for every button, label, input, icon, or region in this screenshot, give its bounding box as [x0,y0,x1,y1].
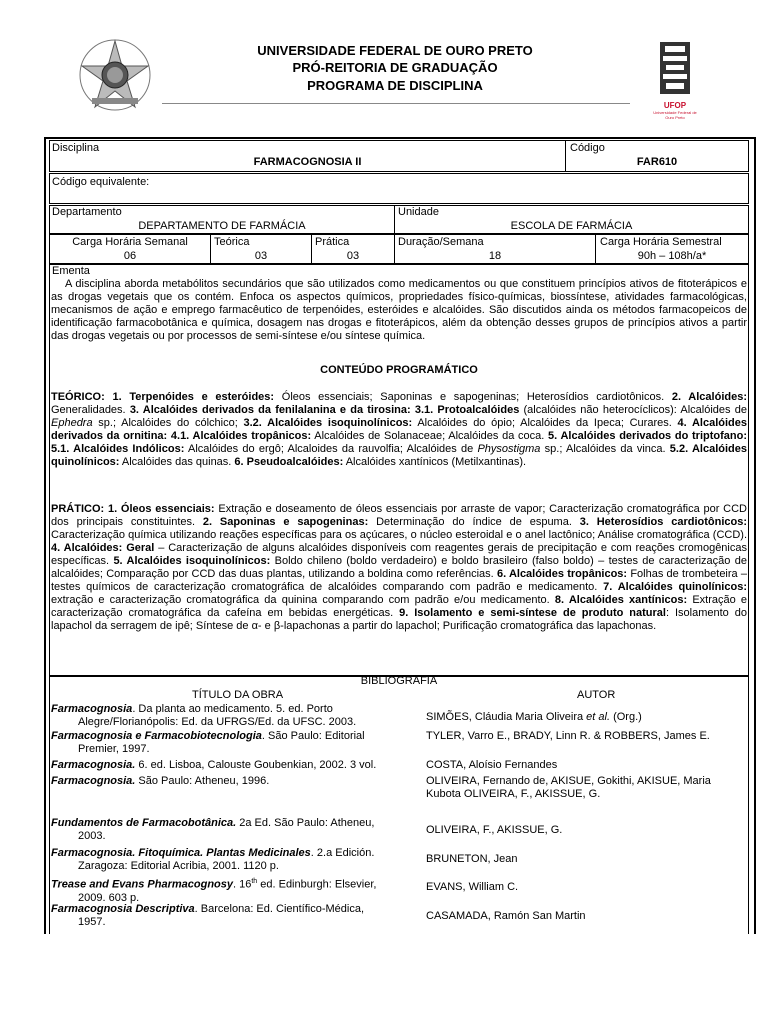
bibliography-title [51,759,423,772]
pratico-run: Determinação do índice de espuma. [368,516,580,528]
carga-semestral-label: Carga Horária Semestral [600,236,722,248]
carga-semestral-value: 90h – 108h/a* [637,250,707,262]
teorico-run: Alcalóides xantínicos (Metilxantinas). [343,456,527,468]
bibliography-author [426,711,746,724]
teorico-run: TEÓRICO: 1. Terpenóides e esteróides: [51,391,275,403]
teorico-run: Óleos essenciais; Saponinas e sapogeninas; Heterosídios cardiotônicos. [274,391,672,403]
teorico-run: sp.; Alcalóides da vinca. [540,443,670,455]
work-details-line2: Premier, 1997. [78,743,150,755]
author-name: EVANS, William C. [426,881,519,893]
work-title: Trease and Evans Pharmacognosy [51,878,233,891]
bibliography-title [51,903,423,929]
bibliography-author [426,824,746,837]
work-title: Farmacognosia. Fitoquímica. Plantas Medicinales [51,847,311,859]
codigo-value: FAR610 [636,156,678,168]
pratico-run: Boldo chileno (boldo verdadeiro) e boldo brasileiro (falso boldo) – testes de caracterização de alcalóides; Comparação por CCD das duas plantas, utilizando a boldina como referências. [51,555,747,580]
work-title: Farmacognosia. [51,759,136,771]
work-title: Farmacognosia e Farmacobiotecnologia [51,730,262,742]
col-autor-header: AUTOR [577,689,616,701]
author-name: OLIVEIRA, F., AKISSUE, G. [426,824,563,836]
ementa-label: Ementa [52,265,90,277]
pratico-run: PRÁTICO: 1. Óleos essenciais: [51,503,215,515]
author-name: COSTA, Aloísio Fernandes [426,759,558,771]
teorico-run: Alcalóides do ópio; Alcalóides da Ipeca; Curares. [412,417,678,429]
pratico-run: 2. Saponinas e sapogeninas: [202,516,369,528]
bibliography-author [426,775,746,801]
work-title: Farmacognosia. [51,775,136,787]
work-details: . São Paulo: Editorial [261,730,365,742]
work-details: . Da planta ao medicamento. 5. ed. Porto [132,703,333,715]
work-details-line2: 1957. [78,916,106,928]
pratico-section [51,503,747,633]
teorico-run: Generalidades. [51,404,130,416]
unidade-label: Unidade [398,206,439,218]
work-details-line2: Zaragoza: Editorial Acribia, 2001. 1120 p. [78,860,279,872]
teorico-run: sp.; Alcalóides do cólchico; [92,417,244,429]
bibliography-author [426,853,746,866]
pratico-run: 3. Heterosídios cardiotônicos: [579,516,747,528]
teorico-run: 2. Alcalóides: [671,391,747,403]
teorico-run: Physostigma [477,443,541,455]
work-details-cont: ed. Edinburgh: Elsevier, [257,878,377,891]
author-org: (Org.) [610,711,642,723]
work-details: 6. ed. Lisboa, Calouste Goubenkian, 2002. 3 vol. [135,759,377,771]
work-title: Farmacognosia Descriptiva [51,903,195,915]
ufop-logo [652,40,698,120]
university-name: UNIVERSIDADE FEDERAL DE OURO PRETO [257,43,533,58]
teorico-run: Ephedra [51,417,93,429]
pratico-run: 8. Alcalóides xantínicos: [554,594,688,606]
pratico-run: 9. Isolamento e semi-síntese de produto natural [399,607,666,619]
departamento-value: DEPARTAMENTO DE FARMÁCIA [138,220,306,232]
teorico-run: Alcalóides das quinas. [119,456,235,468]
document-title: PROGRAMA DE DISCIPLINA [307,78,483,93]
carga-semanal-value: 06 [123,250,137,262]
ementa-text: A disciplina aborda metabólitos secundários que são utilizados como medicamentos ou que constituem princípios ativos de fitoterápicos e as drogas vegetais que os contém. Enfoca os aspectos químicos, propriedades físico-químicas, biossíntese, atividades farmacológicas, mecanismos de ação e emprego farmacêutico de terpenóides, esteróides e alcalóides. São discutidos ainda os métodos farmacopeicos de identificação farmacobotânica e química, dosagem nas drogas e fitoterápicos, além da obtenção desses grupos de princípios ativos a partir das drogas vegetais ou por processos de semi-síntese e/ou síntese química. [51,278,747,342]
pratico-run: 6. Alcalóides tropânicos: [496,568,628,580]
teorico-run: 6. Pseudoalcalóides: [234,456,344,468]
teorico-run: (alcalóides não heterocíclicos): Alcalóides de [519,404,747,416]
duracao-label: Duração/Semana [398,236,484,248]
pratico-run: Folhas de trombeteira – testes químicos de caracterização cromatográfica de alcalóides comparando com padrão e medicamento. [51,568,747,593]
teorica-label: Teórica [214,236,250,248]
bibliography-title [51,875,423,905]
ufop-logo-subtext: Universidade Federal de Ouro Preto [653,110,697,120]
author-name: BRUNETON, Jean [426,853,518,865]
teorico-run: 5.2. Alcalóides quinolínicos: [51,443,747,468]
pratico-run: extração e caracterização cromatográfica da quinina comparando com padrão e/ou medicamento. [51,594,555,606]
bibliography-author [426,881,746,894]
pratico-run: 7. Alcalóides quinolínicos: [603,581,747,593]
codigo-equivalente-cell [49,173,749,204]
author-name: SIMÕES, Cláudia Maria Oliveira [426,711,587,723]
bibliography-author [426,759,746,772]
pratico-run: 5. Alcalóides isoquinolínicos: [113,555,271,567]
work-details: 2a Ed. São Paulo: Atheneu, [236,817,375,829]
work-details-line2: 2009. 603 p. [78,891,140,904]
pratica-label: Prática [315,236,350,248]
work-details: São Paulo: Atheneu, 1996. [135,775,270,787]
unidade-value: ESCOLA DE FARMÁCIA [510,220,633,232]
ufop-logo-text: UFOP [663,101,687,110]
header-divider [162,103,630,104]
bibliography-title [51,730,423,756]
pratica-value: 03 [346,250,360,262]
teorico-section [51,391,747,469]
duracao-value: 18 [488,250,502,262]
pratico-run: Extração e caracterização cromatográfica da cafeína em bebidas energéticas. [51,594,748,619]
work-title: Fundamentos de Farmacobotânica. [51,817,237,829]
pratico-run: Caracterização química utilizando reações específicas para os açúcares, o núcleo esteroidal e o anel lactônico; Análise cromatográfica (CCD). [51,529,747,541]
work-details: . 2.a Edición. [310,847,375,859]
carga-semanal-label: Carga Horária Semanal [72,236,188,248]
teorico-run: 3.2. Alcalóides isoquinolínicos: [243,417,413,429]
author-name: TYLER, Varro E., BRADY, Linn R. & ROBBERS, James E. [426,730,710,742]
pratico-run: 4. Alcalóides: Geral [51,542,155,554]
author-name: CASAMADA, Ramón San Martin [426,910,586,922]
departamento-label: Departamento [52,206,122,218]
bibliography-title [51,703,423,729]
work-title: Farmacognosia [51,703,133,715]
author-name: OLIVEIRA, Fernando de, AKISUE, Gokithi, AKISUE, Maria Kubota OLIVEIRA, F., AKISSUE, G. [426,775,711,800]
disciplina-value: FARMACOGNOSIA II [253,156,362,168]
teorico-run: 5. Alcalóides derivados do triptofano: 5.1. Alcalóides Indólicos: [51,430,747,455]
work-details: . Barcelona: Ed. Científico-Médica, [194,903,365,915]
teorica-value: 03 [254,250,268,262]
pratico-run: Extração e doseamento de óleos essenciais por arraste de vapor; Caracterização cromatográfica por CCD dos principais constituintes. [51,503,747,528]
pratico-run: – Caracterização de alguns alcalóides disponíveis com reagentes gerais de precipitação e com reações cromogênicas específicas. [51,542,747,567]
teorico-run: Alcalóides de Solanaceae; Alcalóides da coca. [311,430,549,442]
bibliography-title [51,775,423,788]
work-details-line2: 2003. [78,830,106,842]
pratico-run: : Isolamento do lapachol da serragem de ipê; Síntese de α- e β-lapachonas a partir do lapachol; Purificação cromatográfica das lapachonas. [51,607,748,632]
bibliografia-title: BIBLIOGRAFIA [360,675,438,687]
work-details: . 16 [233,878,252,891]
work-sup: th [251,878,258,885]
codigo-equivalente-label: Código equivalente: [52,176,150,188]
bibliography-title [51,817,423,843]
teorico-run: 4. Alcalóides derivados da ornitina: 4.1. Alcalóides tropânicos: [51,417,748,442]
work-details-line2: Alegre/Florianópolis: Ed. da UFRGS/Ed. da UFSC. 2003. [78,716,357,728]
disciplina-label: Disciplina [52,142,100,154]
bibliography-title [51,847,423,873]
bibliography-author [426,730,746,743]
ufop-emblem-icon [652,40,698,96]
brazil-coat-of-arms-icon [78,38,152,112]
author-etal: et al. [586,711,611,723]
conteudo-title: CONTEÚDO PROGRAMÁTICO [320,364,478,376]
pro-rectorate: PRÓ-REITORIA DE GRADUAÇÃO [292,60,498,75]
teorico-run: Alcalóides do ergô; Alcaloides da rauvolfia; Alcalóides de [184,443,478,455]
col-titulo-header: TÍTULO DA OBRA [192,689,284,701]
teorico-run: 3. Alcalóides derivados da fenilalanina e da tirosina: 3.1. Protoalcalóides [129,404,520,416]
bibliography-author [426,910,746,923]
codigo-label: Código [570,142,605,154]
